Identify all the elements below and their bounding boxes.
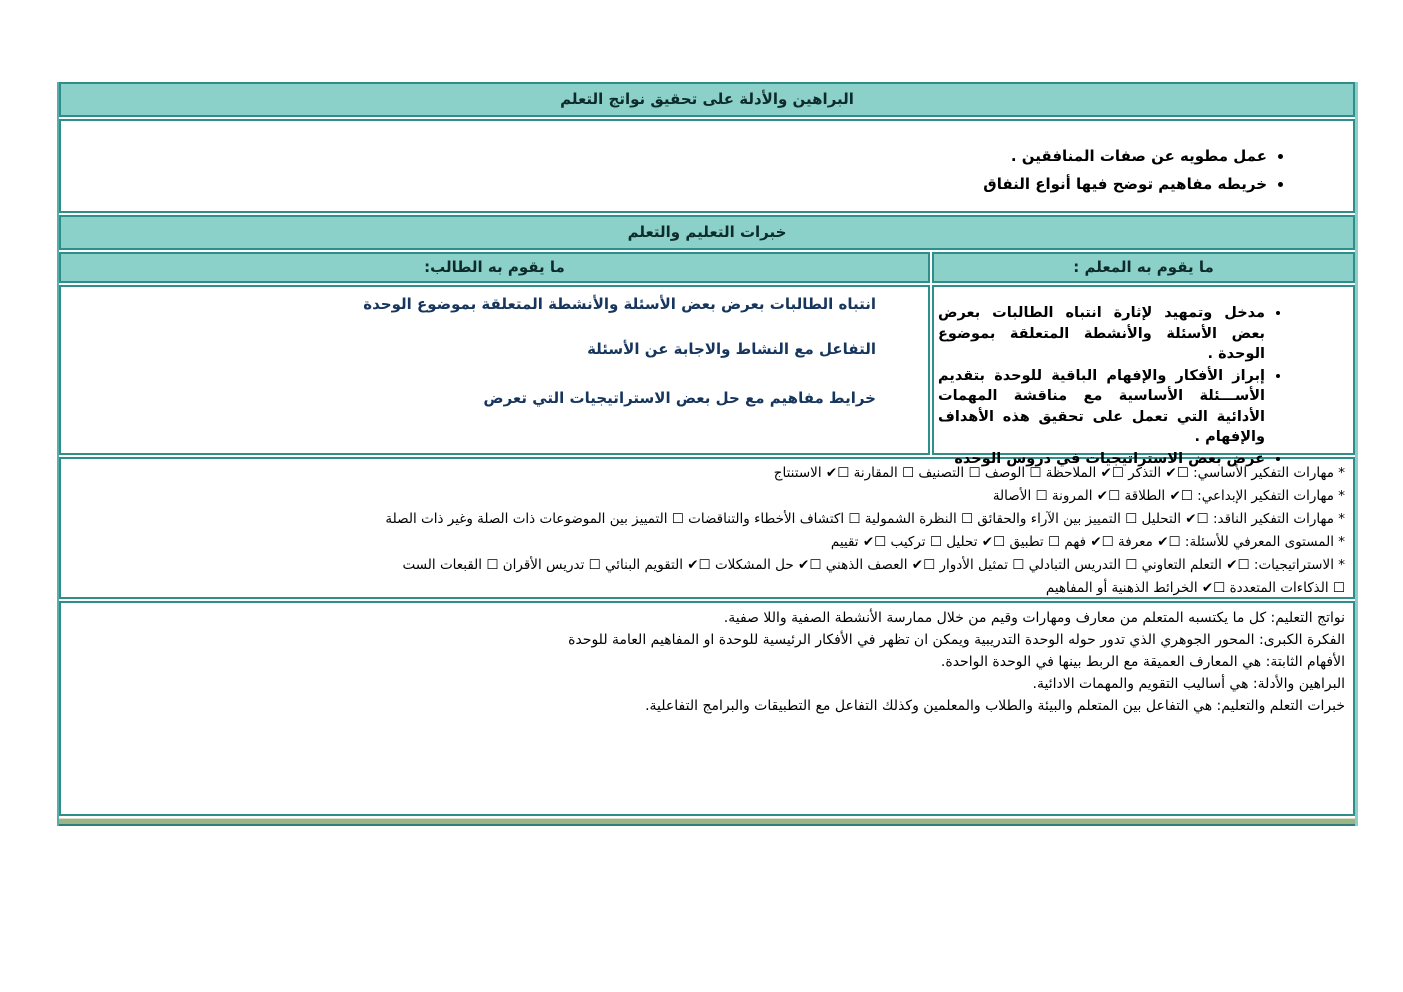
lesson-plan-table [57,82,1358,826]
teacher-action: • إبراز الأفكار والإفهام الباقية للوحدة بتقديم الأســـئلة الأساسية مع مناقشة المهمات الأدائية التي تعمل على تحقيق هذه الأهداف والإفهام . [938,366,1265,448]
evidence-box [59,119,1355,213]
experiences-title-bar [59,215,1355,250]
definition-big-idea: الفكرة الكبرى: المحور الجوهري الذي تدور حوله الوحدة التدريبية ويمكن ان تظهر في الأفكار الرئيسية للوحدة او المفاهيم العامة للوحدة [568,632,1345,648]
experiences-title: خبرات التعليم والتعلم [627,223,787,241]
teacher-action: • مدخل وتمهيد لإثارة انتباه الطالبات بعرض بعض الأسئلة والأنشطة المتعلقة بموضوع الوحدة . [938,303,1265,365]
skill-line-cognitive-level: * المستوى المعرفي للأسئلة: ☐✔ معرفة ☐✔ فهم ☐ تطبيق ☐✔ تحليل ☐ تركيب ☐✔ تقييم [830,534,1345,550]
evidence-title: البراهين والأدلة على تحقيق نواتج التعلم [560,90,854,108]
skill-line-strategies: * الاستراتيجيات: ☐✔ التعلم التعاوني ☐ التدريس التبادلي ☐ تمثيل الأدوار ☐✔ العصف الذهني ☐✔ حل المشكلات ☐✔ التقويم البنائي ☐ تدريس الأقران ☐ القبعات الست [402,557,1345,573]
student-header-label: ما يقوم به الطالب: [424,258,565,276]
table-bottom-border [59,818,1355,826]
skill-line-basic-thinking: * مهارات التفكير الأساسي: ☐✔ التذكر ☐✔ الملاحظة ☐ الوصف ☐ التصنيف ☐ المقارنة ☐✔ الاستنتاج [773,465,1345,481]
evidence-list [61,143,1285,199]
definitions-box [59,601,1355,816]
teacher-actions-list [934,303,1281,470]
teacher-column-header [932,252,1355,283]
student-action: التفاعل مع النشاط والاجابة عن الأسئلة [587,340,876,358]
student-column-header [59,252,930,283]
student-action: خرايط مفاهيم مع حل بعض الاستراتيجيات التي تعرض [483,389,876,407]
skill-line-strategies-cont: ☐ الذكاءات المتعددة ☐✔ الخرائط الذهنية أو المفاهيم [1045,580,1345,596]
definition-learning-experiences: خبرات التعلم والتعليم: هي التفاعل بين المتعلم والبيئة والطلاب والمعلمين وكذلك التفاعل مع التطبيقات والبرامج التفاعلية. [645,698,1345,714]
evidence-item: • عمل مطويه عن صفات المنافقين . [61,143,1267,171]
skill-line-creative-thinking: * مهارات التفكير الإبداعي: ☐✔ الطلاقة ☐✔ المرونة ☐ الأصالة [992,488,1345,504]
teacher-action: • عرض بعض الاستراتيجيات في دروس الوحده [938,449,1265,470]
definition-evidence: البراهين والأدلة: هي أساليب التقويم والمهمات الادائية. [1032,676,1345,692]
evidence-item: • خريطه مفاهيم توضح فيها أنواع النفاق [61,171,1267,199]
student-actions-cell [59,285,930,455]
skill-line-critical-thinking: * مهارات التفكير الناقد: ☐✔ التحليل ☐ التمييز بين الآراء والحقائق ☐ النظرة الشمولية ☐ اكتشاف الأخطاء والتناقضات ☐ التمييز بين الموضوعات ذات الصلة وغير ذات الصلة [385,511,1345,527]
teacher-header-label: ما يقوم به المعلم : [1073,258,1214,276]
teacher-actions-cell [932,285,1355,468]
column-headers-row [59,252,1355,283]
definition-learning-outcomes: نواتج التعليم: كل ما يكتسبه المتعلم من معارف ومهارات وقيم من خلال ممارسة الأنشطة الصفية واللا صفية. [723,610,1345,626]
definition-enduring-understandings: الأفهام الثابتة: هي المعارف العميقة مع الربط بينها في الوحدة الواحدة. [940,654,1345,670]
columns-content-row [59,285,1355,468]
student-action: انتباه الطالبات بعرض بعض الأسئلة والأنشطة المتعلقة بموضوع الوحدة [363,295,876,313]
skills-checklist-box [59,457,1355,599]
evidence-title-bar [59,82,1355,117]
